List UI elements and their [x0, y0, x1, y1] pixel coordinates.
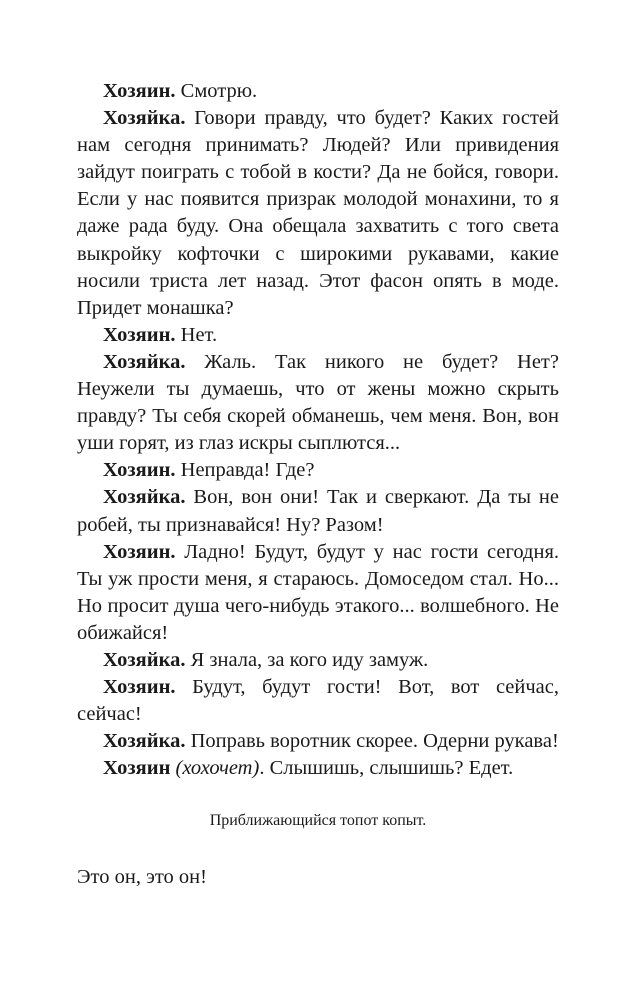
dialogue-line-10 [77, 728, 559, 755]
speaker-name: Хозяин [103, 757, 171, 780]
line-text: Ладно! Будут, будут у нас гости сегодня. Ты уж прости меня, я стараюсь. Домоседом стал. Но... Но просит душа чего-нибудь этакого... волшебного. Не обижайся! [77, 540, 559, 644]
line-text: Жаль. Так никого не будет? Нет? Неужели ты думаешь, что от жены можно скрыть правду? Ты себя скорей обманешь, чем меня. Вон, вон уши горят, из глаз искры сыплются... [77, 350, 559, 455]
dialogue-line-5 [77, 457, 559, 484]
speaker-name: Хозяйка. [103, 486, 186, 509]
line-text: Поправь воротник скорее. Одерни рукава! [185, 730, 559, 753]
stage-remark: (хохочет) [170, 757, 260, 780]
speaker-name: Хозяин. [103, 459, 176, 482]
speaker-name: Хозяйка. [103, 730, 186, 753]
speaker-name: Хозяйка. [103, 648, 186, 671]
dialogue-line-7 [77, 539, 559, 647]
line-text: Нет. [175, 323, 218, 346]
dialogue-line-8 [77, 647, 559, 674]
line-text: . Слышишь, слышишь? Едет. [259, 757, 514, 780]
line-text: Я знала, за кого иду замуж. [185, 648, 429, 671]
dialogue-line-4 [77, 349, 559, 457]
dialogue-line-1 [77, 78, 559, 105]
continuation-line: Это он, это он! [77, 866, 207, 889]
line-text: Смотрю. [175, 80, 258, 102]
stage-direction: Приближающийся топот копыт. [209, 812, 427, 830]
dialogue-line-9 [77, 674, 559, 728]
line-text: Будут, будут гости! Вот, вот сейчас, сейчас! [77, 676, 559, 726]
speaker-name: Хозяин. [103, 323, 176, 346]
dialogue-line-3 [77, 322, 559, 349]
speaker-name: Хозяин. [103, 676, 176, 699]
line-text: Говори правду, что будет? Каких гостей нам сегодня принимать? Людей? Или привидения зайдут поиграть с тобой в кости? Да не бойся, говори. Если у нас появится призрак молодой монахини, то я даже рада буду. Она обещала захватить с того света выкройку кофточки с широкими рукавами, какие носили триста лет назад. Этот фасон опять в моде. Придет монашка? [77, 107, 559, 319]
dialogue-line-11 [77, 755, 559, 782]
speaker-name: Хозяйка. [103, 350, 186, 373]
line-text: Вон, вон они! Так и сверкают. Да ты не робей, ты признавайся! Ну? Разом! [77, 486, 559, 536]
page-text [77, 78, 559, 892]
speaker-name: Хозяин. [103, 540, 176, 563]
dialogue-line-2 [77, 105, 559, 322]
speaker-name: Хозяин. [103, 80, 176, 102]
line-text: Неправда! Где? [175, 459, 315, 482]
speaker-name: Хозяйка. [103, 107, 186, 130]
dialogue-line-6 [77, 484, 559, 538]
